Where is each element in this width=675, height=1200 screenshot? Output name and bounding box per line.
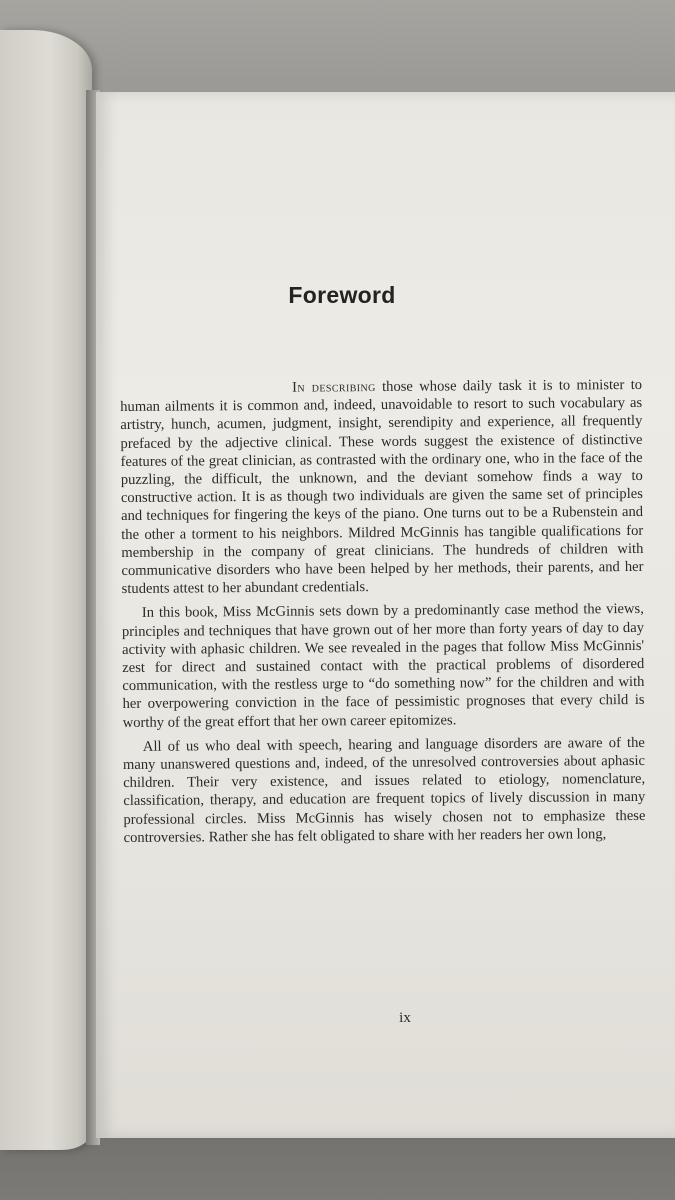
- lead-in-smallcaps: In describing: [292, 378, 376, 396]
- foreword-body: [120, 376, 646, 853]
- paragraph-1: [120, 376, 644, 599]
- background-top: [0, 0, 675, 95]
- paragraph-2: In this book, Miss McGinnis sets down by a predominantly case method the views, principles and techniques that have grown out of her more than forty years of day to day activity with aphasic children. We see revealed in the pages that follow Miss McGinnis' zest for direct and sustained contact with the practical problems of disordered communication, with the restless urge to “do something now” for the children and with her overpowering conviction in the face of pessimistic prognoses that every child is worthy of the great effort that her own career epitomizes.: [121, 601, 645, 731]
- paragraph-1-text: those whose daily task it is to minister to human ailments it is common and, indeed, unavoidable to resort to such vocabulary as artistry, hunch, acumen, judgment, insight, serendipity and experience, all frequently prefaced by the adjective clinical. These words suggest the existence of distinctive features of the great clinician, as contrasted with the ordinary one, who in the face of the puzzling, the difficult, the unknown, and the deviant somehow finds a way to constructive action. It is as though two individuals are given the same set of principles and techniques for fingering the keys of the piano. One turns out to be a Rubenstein and the other a torment to his neighbors. Mildred McGinnis has tangible qualifications for membership in the company of great clinicians. The hundreds of children with communicative disorders who have been helped by her methods, their parents, and her students attest to her abundant credentials.: [120, 376, 644, 598]
- paragraph-3: All of us who deal with speech, hearing and language disorders are aware of the many unanswered questions and, indeed, of the unresolved controversies about aphasic children. Their very existence, and issues related to etiology, nomenclature, classification, therapy, and education are frequent topics of lively discussion in many professional circles. Miss McGinnis has wisely chosen not to emphasize these controversies. Rather she has felt obligated to share with her readers her own long,: [122, 734, 646, 846]
- left-page-edge: [0, 30, 92, 1150]
- page-number: ix: [399, 1010, 411, 1026]
- page-title: Foreword: [288, 282, 396, 308]
